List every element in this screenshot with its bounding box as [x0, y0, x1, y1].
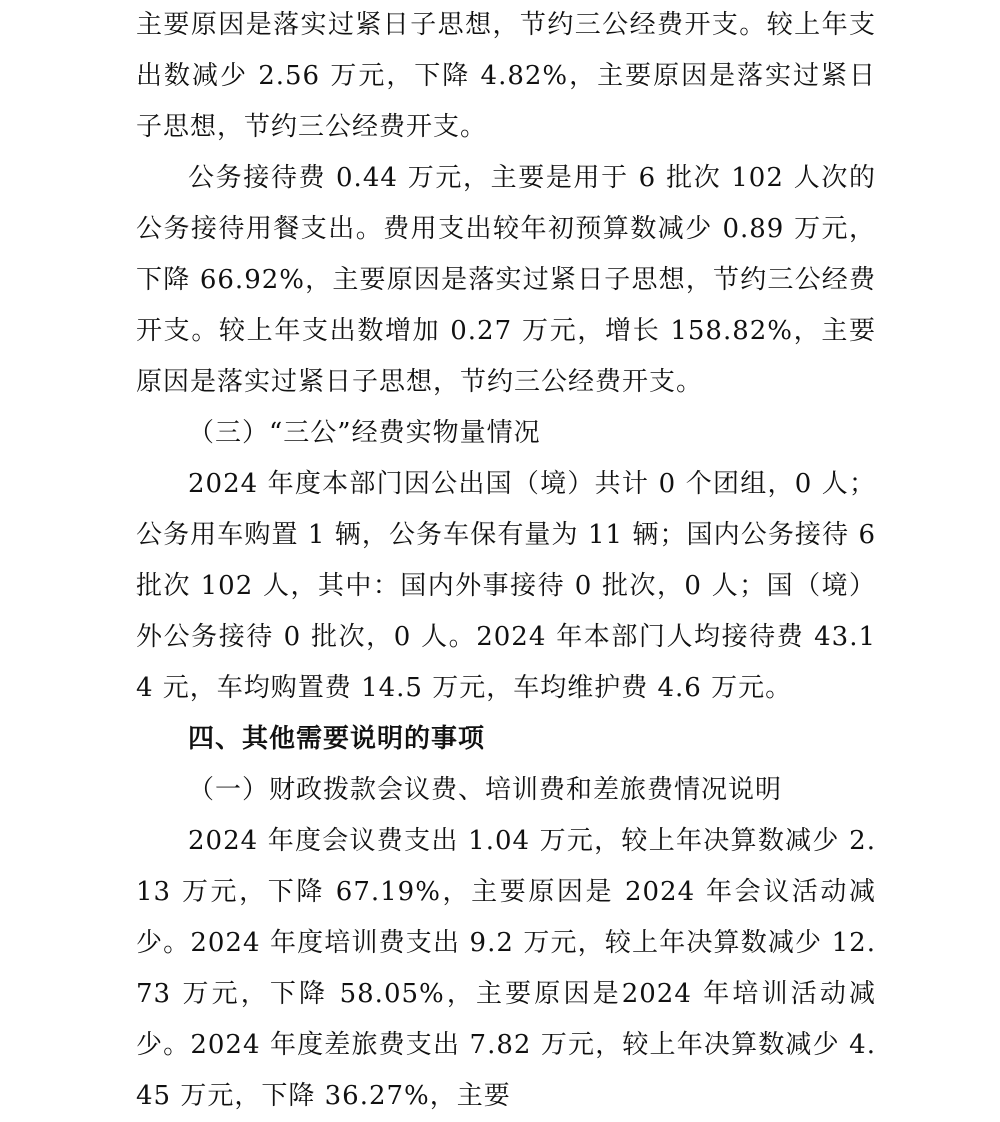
document-page [136, 0, 876, 1122]
section-heading-other-matters: 四、其他需要说明的事项 [188, 724, 486, 754]
paragraph-physical-quantity: 2024 年度本部门因公出国（境）共计 0 个团组，0 人；公务用车购置 1 辆，公务车保有量为 11 辆；国内公务接待 6 批次 102 人，其中：国内外事接待 0 批次，0 人；国（境）外公务接待 0 批次，0 人。2024 年本部门人均接待费 43.14 元，车均购置费 14.5 万元，车均维护费 4.6 万元。 [136, 469, 876, 703]
paragraph-reception-expenses: 公务接待费 0.44 万元，主要是用于 6 批次 102 人次的公务接待用餐支出。费用支出较年初预算数减少 0.89 万元，下降 66.92%，主要原因是落实过紧日子思想，节约三公经费开支。较上年支出数增加 0.27 万元，增长 158.82%，主要原因是落实过紧日子思想，节约三公经费开支。 [136, 163, 876, 397]
paragraph-three-public-expenses-reason: 主要原因是落实过紧日子思想，节约三公经费开支。较上年支出数减少 2.56 万元，下降 4.82%，主要原因是落实过紧日子思想，节约三公经费开支。 [136, 10, 876, 142]
subheading-physical-quantity: （三）“三公”经费实物量情况 [188, 418, 541, 448]
subheading-meeting-training-travel: （一）财政拨款会议费、培训费和差旅费情况说明 [188, 775, 783, 805]
paragraph-meeting-training-travel: 2024 年度会议费支出 1.04 万元，较上年决算数减少 2.13 万元，下降 67.19%，主要原因是 2024 年会议活动减少。2024 年度培训费支出 9.2 万元，较上年决算数减少 12.73 万元，下降 58.05%，主要原因是2024 年培训活动减少。2024 年度差旅费支出 7.82 万元，较上年决算数减少 4.45 万元，下降 36.27%，主要 [136, 826, 876, 1111]
